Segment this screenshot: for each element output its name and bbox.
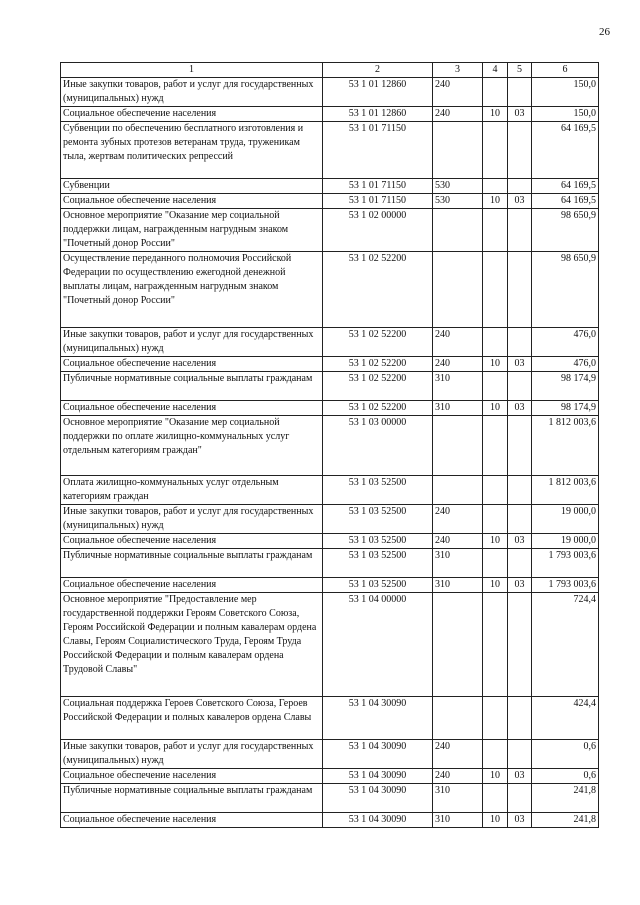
- row-amount: 1 812 003,6: [532, 476, 599, 505]
- row-expense-type: [433, 252, 483, 328]
- row-subsection: [508, 372, 532, 401]
- row-amount: 0,6: [532, 769, 599, 784]
- row-amount: 476,0: [532, 328, 599, 357]
- row-code: 53 1 01 12860: [323, 78, 433, 107]
- table-row: [61, 505, 599, 534]
- row-expense-type: 310: [433, 578, 483, 593]
- row-section: [483, 549, 508, 578]
- row-subsection: [508, 416, 532, 476]
- row-amount: 424,4: [532, 697, 599, 740]
- row-section: 10: [483, 401, 508, 416]
- row-code: 53 1 02 52200: [323, 372, 433, 401]
- row-expense-type: 530: [433, 194, 483, 209]
- table-row: [61, 549, 599, 578]
- column-header-amount: 6: [532, 63, 599, 78]
- row-name: Иные закупки товаров, работ и услуг для государственных (муниципальных) нужд: [61, 78, 323, 107]
- row-expense-type: [433, 209, 483, 252]
- row-section: [483, 505, 508, 534]
- row-subsection: [508, 476, 532, 505]
- row-section: 10: [483, 534, 508, 549]
- row-subsection: [508, 209, 532, 252]
- row-name: Публичные нормативные социальные выплаты гражданам: [61, 784, 323, 813]
- row-code: 53 1 02 52200: [323, 328, 433, 357]
- row-subsection: [508, 78, 532, 107]
- row-expense-type: 240: [433, 505, 483, 534]
- row-subsection: [508, 328, 532, 357]
- table-row: [61, 107, 599, 122]
- row-expense-type: 310: [433, 813, 483, 828]
- row-code: 53 1 02 00000: [323, 209, 433, 252]
- row-code: 53 1 01 71150: [323, 122, 433, 179]
- table-row: [61, 401, 599, 416]
- row-section: [483, 372, 508, 401]
- row-amount: 98 650,9: [532, 252, 599, 328]
- table-row: [61, 813, 599, 828]
- row-code: 53 1 02 52200: [323, 401, 433, 416]
- row-expense-type: [433, 416, 483, 476]
- row-name: Субвенции: [61, 179, 323, 194]
- row-name: Социальное обеспечение населения: [61, 401, 323, 416]
- table-row: [61, 578, 599, 593]
- row-name: Оплата жилищно-коммунальных услуг отдельным категориям граждан: [61, 476, 323, 505]
- row-section: 10: [483, 107, 508, 122]
- row-section: [483, 78, 508, 107]
- table-row: [61, 740, 599, 769]
- row-amount: 0,6: [532, 740, 599, 769]
- row-expense-type: 240: [433, 107, 483, 122]
- row-expense-type: 240: [433, 78, 483, 107]
- row-code: 53 1 01 71150: [323, 179, 433, 194]
- row-expense-type: [433, 476, 483, 505]
- row-name: Социальное обеспечение населения: [61, 107, 323, 122]
- row-amount: 64 169,5: [532, 179, 599, 194]
- row-section: [483, 740, 508, 769]
- row-code: 53 1 04 00000: [323, 593, 433, 697]
- row-code: 53 1 03 00000: [323, 416, 433, 476]
- row-amount: 98 174,9: [532, 372, 599, 401]
- row-subsection: 03: [508, 534, 532, 549]
- table-row: [61, 769, 599, 784]
- row-name: Основное мероприятие "Оказание мер социальной поддержки по оплате жилищно-коммунальных услуг отдельным категориям граждан": [61, 416, 323, 476]
- row-code: 53 1 02 52200: [323, 252, 433, 328]
- row-amount: 1 793 003,6: [532, 578, 599, 593]
- column-header-code: 2: [323, 63, 433, 78]
- row-code: 53 1 03 52500: [323, 505, 433, 534]
- table-row: [61, 372, 599, 401]
- row-amount: 98 174,9: [532, 401, 599, 416]
- table-row: [61, 252, 599, 328]
- row-amount: 1 793 003,6: [532, 549, 599, 578]
- row-name: Осуществление переданного полномочия Российской Федерации по осуществлению ежегодной денежной выплаты лицам, награжденным нагрудным знаком "Почетный донор России": [61, 252, 323, 328]
- row-subsection: [508, 122, 532, 179]
- row-section: [483, 416, 508, 476]
- row-code: 53 1 01 71150: [323, 194, 433, 209]
- row-expense-type: 240: [433, 769, 483, 784]
- row-name: Социальное обеспечение населения: [61, 357, 323, 372]
- table-row: [61, 194, 599, 209]
- row-amount: 19 000,0: [532, 534, 599, 549]
- row-code: 53 1 03 52500: [323, 578, 433, 593]
- row-section: 10: [483, 357, 508, 372]
- table-row: [61, 534, 599, 549]
- row-amount: 64 169,5: [532, 194, 599, 209]
- row-name: Социальная поддержка Героев Советского Союза, Героев Российской Федерации и полных кавалеров ордена Славы: [61, 697, 323, 740]
- row-code: 53 1 03 52500: [323, 549, 433, 578]
- row-subsection: [508, 179, 532, 194]
- row-section: [483, 179, 508, 194]
- row-code: 53 1 03 52500: [323, 476, 433, 505]
- row-amount: 150,0: [532, 78, 599, 107]
- page-number: 26: [599, 26, 610, 38]
- row-amount: 150,0: [532, 107, 599, 122]
- row-expense-type: 240: [433, 534, 483, 549]
- row-expense-type: 240: [433, 328, 483, 357]
- table-row: [61, 328, 599, 357]
- row-section: [483, 328, 508, 357]
- row-amount: 724,4: [532, 593, 599, 697]
- row-name: Основное мероприятие "Предоставление мер государственной поддержки Героям Советского Союза, Героям Российской Федерации и полным кавалерам ордена Славы, Героям Социалистического Труда, Героям Труда Российской Федерации и полным кавалерам ордена Трудовой Славы": [61, 593, 323, 697]
- budget-table: [60, 62, 599, 828]
- row-section: 10: [483, 769, 508, 784]
- column-header-expense-type: 3: [433, 63, 483, 78]
- row-name: Иные закупки товаров, работ и услуг для государственных (муниципальных) нужд: [61, 740, 323, 769]
- row-section: 10: [483, 194, 508, 209]
- row-name: Иные закупки товаров, работ и услуг для государственных (муниципальных) нужд: [61, 505, 323, 534]
- row-name: Социальное обеспечение населения: [61, 534, 323, 549]
- row-section: 10: [483, 578, 508, 593]
- column-header-name: 1: [61, 63, 323, 78]
- row-section: [483, 593, 508, 697]
- row-code: 53 1 04 30090: [323, 784, 433, 813]
- row-subsection: 03: [508, 813, 532, 828]
- row-amount: 241,8: [532, 813, 599, 828]
- row-name: Основное мероприятие "Оказание мер социальной поддержки лицам, награжденным нагрудным знаком "Почетный донор России": [61, 209, 323, 252]
- table-row: [61, 416, 599, 476]
- row-expense-type: 310: [433, 549, 483, 578]
- row-subsection: 03: [508, 107, 532, 122]
- row-expense-type: [433, 593, 483, 697]
- row-name: Социальное обеспечение населения: [61, 769, 323, 784]
- row-section: [483, 697, 508, 740]
- table-row: [61, 122, 599, 179]
- row-amount: 1 812 003,6: [532, 416, 599, 476]
- table-row: [61, 784, 599, 813]
- row-expense-type: [433, 697, 483, 740]
- row-code: 53 1 01 12860: [323, 107, 433, 122]
- row-section: 10: [483, 813, 508, 828]
- row-expense-type: 310: [433, 372, 483, 401]
- row-subsection: 03: [508, 401, 532, 416]
- row-subsection: [508, 252, 532, 328]
- table-row: [61, 209, 599, 252]
- row-amount: 98 650,9: [532, 209, 599, 252]
- row-name: Публичные нормативные социальные выплаты гражданам: [61, 372, 323, 401]
- row-expense-type: 310: [433, 401, 483, 416]
- table-row: [61, 78, 599, 107]
- row-expense-type: 240: [433, 357, 483, 372]
- row-section: [483, 476, 508, 505]
- row-amount: 241,8: [532, 784, 599, 813]
- table-row: [61, 593, 599, 697]
- table-row: [61, 357, 599, 372]
- row-subsection: 03: [508, 194, 532, 209]
- row-code: 53 1 04 30090: [323, 769, 433, 784]
- row-code: 53 1 04 30090: [323, 697, 433, 740]
- table-row: [61, 697, 599, 740]
- row-subsection: 03: [508, 769, 532, 784]
- row-subsection: [508, 593, 532, 697]
- row-name: Иные закупки товаров, работ и услуг для государственных (муниципальных) нужд: [61, 328, 323, 357]
- row-code: 53 1 04 30090: [323, 740, 433, 769]
- column-header-section: 4: [483, 63, 508, 78]
- row-section: [483, 209, 508, 252]
- row-subsection: [508, 505, 532, 534]
- table-row: [61, 179, 599, 194]
- row-subsection: [508, 740, 532, 769]
- row-code: 53 1 04 30090: [323, 813, 433, 828]
- table-header-row: [61, 63, 599, 78]
- row-name: Субвенции по обеспечению бесплатного изготовления и ремонта зубных протезов ветеранам труда, труженикам тыла, жертвам политических репрессий: [61, 122, 323, 179]
- row-subsection: [508, 549, 532, 578]
- row-amount: 64 169,5: [532, 122, 599, 179]
- row-expense-type: 310: [433, 784, 483, 813]
- row-expense-type: [433, 122, 483, 179]
- table-row: [61, 476, 599, 505]
- row-subsection: 03: [508, 357, 532, 372]
- row-code: 53 1 03 52500: [323, 534, 433, 549]
- row-name: Социальное обеспечение населения: [61, 578, 323, 593]
- row-name: Социальное обеспечение населения: [61, 813, 323, 828]
- column-header-subsection: 5: [508, 63, 532, 78]
- row-amount: 19 000,0: [532, 505, 599, 534]
- row-section: [483, 252, 508, 328]
- row-amount: 476,0: [532, 357, 599, 372]
- row-section: [483, 784, 508, 813]
- row-section: [483, 122, 508, 179]
- row-subsection: [508, 697, 532, 740]
- row-subsection: [508, 784, 532, 813]
- row-expense-type: 530: [433, 179, 483, 194]
- row-expense-type: 240: [433, 740, 483, 769]
- row-name: Публичные нормативные социальные выплаты гражданам: [61, 549, 323, 578]
- row-subsection: 03: [508, 578, 532, 593]
- row-code: 53 1 02 52200: [323, 357, 433, 372]
- row-name: Социальное обеспечение населения: [61, 194, 323, 209]
